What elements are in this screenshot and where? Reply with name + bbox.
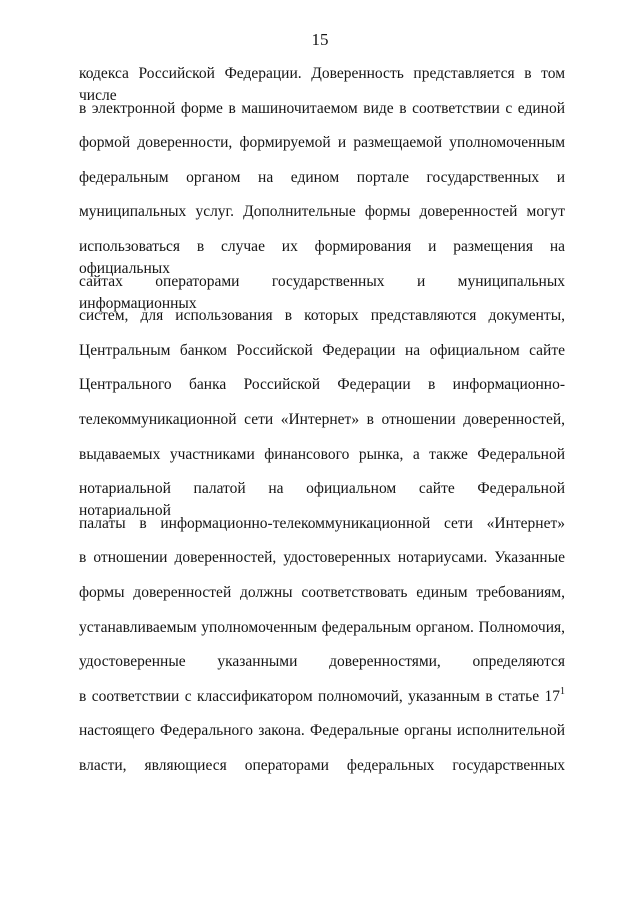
text-line: устанавливаемым уполномоченным федеральным органом. Полномочия, xyxy=(79,618,565,636)
text-line: муниципальных услуг. Дополнительные формы доверенностей могут xyxy=(79,203,565,221)
text-line: сайтах операторами государственных и муниципальных информационных xyxy=(79,272,565,312)
text-line: формой доверенности, формируемой и размещаемой уполномоченным xyxy=(79,134,565,152)
text-line: федеральным органом на едином портале государственных и xyxy=(79,168,565,186)
superscript-1: 1 xyxy=(560,685,565,697)
text-line: использоваться в случае их формирования и размещения на официальных xyxy=(79,237,565,277)
text-line-with-superscript xyxy=(79,686,565,721)
text-line: палаты в информационно-телекоммуникационной сети «Интернет» xyxy=(79,514,565,532)
document-body xyxy=(79,63,565,789)
text-line: телекоммуникационной сети «Интернет» в отношении доверенностей, xyxy=(79,410,565,428)
text-line-content: в соответствии с классификатором полномочий, указанным в статье 17 xyxy=(79,687,560,705)
text-line: формы доверенностей должны соответствовать единым требованиям, xyxy=(79,583,565,601)
text-line: в отношении доверенностей, удостоверенных нотариусами. Указанные xyxy=(79,549,565,567)
text-line: власти, являющиеся операторами федеральных государственных xyxy=(79,756,565,774)
text-line: систем, для использования в которых представляются документы, xyxy=(79,307,565,325)
text-line: Центрального банка Российской Федерации в информационно- xyxy=(79,376,565,394)
text-line: кодекса Российской Федерации. Доверенность представляется в том числе xyxy=(79,65,565,104)
page-number: 15 xyxy=(311,30,329,49)
text-line: Центральным банком Российской Федерации на официальном сайте xyxy=(79,341,565,359)
text-line: нотариальной палатой на официальном сайте Федеральной нотариальной xyxy=(79,480,565,520)
text-line: выдаваемых участниками финансового рынка, а также Федеральной xyxy=(79,445,565,463)
text-line: удостоверенные указанными доверенностями, определяются xyxy=(79,653,565,671)
text-line: настоящего Федерального закона. Федеральные органы исполнительной xyxy=(79,722,565,740)
text-line: в электронной форме в машиночитаемом виде в соответствии с единой xyxy=(79,99,565,117)
